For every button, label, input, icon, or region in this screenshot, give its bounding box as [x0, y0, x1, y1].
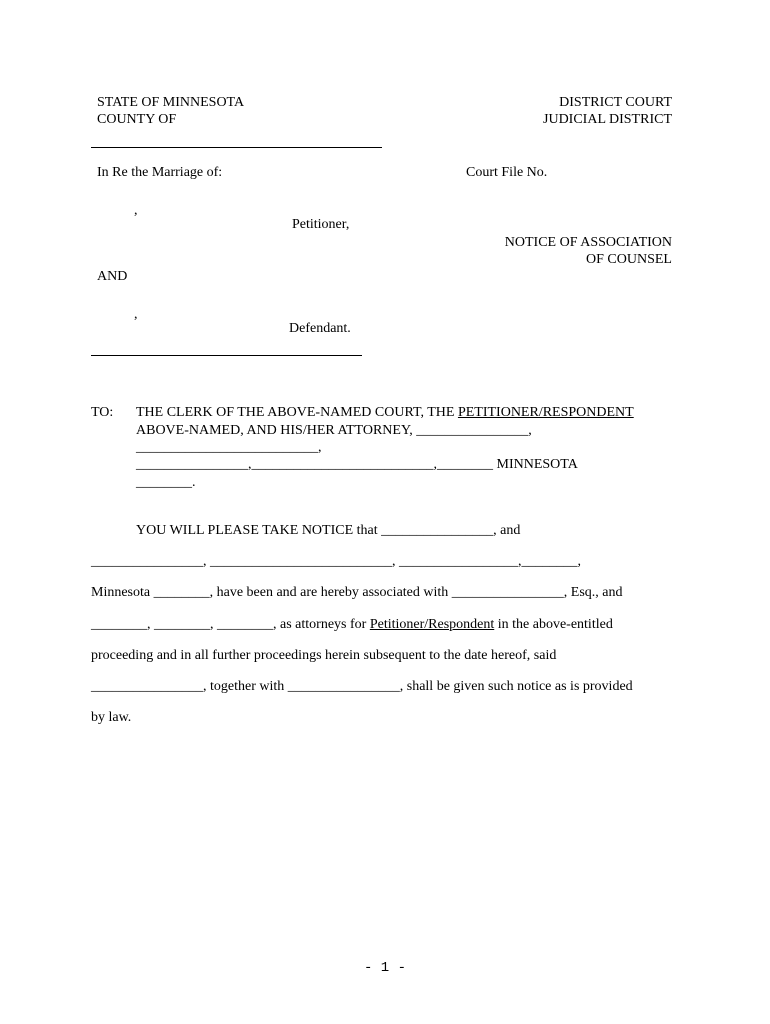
to-line-4: ________________,__________________________,________ MINNESOTA: [136, 457, 578, 472]
to-line-1-text: THE CLERK OF THE ABOVE-NAMED COURT, THE: [136, 405, 458, 420]
body-line-4-text: ________, ________, ________, as attorneys for: [91, 617, 370, 632]
state-label: STATE OF MINNESOTA: [97, 95, 245, 110]
to-line-2: ABOVE-NAMED, AND HIS/HER ATTORNEY, ________________,: [136, 423, 532, 438]
district-label: JUDICIAL DISTRICT: [543, 112, 672, 127]
to-line-1-party: PETITIONER/RESPONDENT: [457, 405, 634, 420]
body-line-5: proceeding and in all further proceedings herein subsequent to the date hereof, said: [91, 648, 557, 663]
notice-title-line1: NOTICE OF ASSOCIATION: [504, 235, 672, 250]
and-label: AND: [97, 269, 128, 284]
caption-rule: [91, 355, 362, 356]
county-rule: [91, 147, 382, 148]
body-line-4-suffix: in the above-entitled: [494, 617, 613, 632]
court-file-label: Court File No.: [466, 165, 548, 180]
petitioner-label: Petitioner,: [292, 217, 350, 232]
page-number: - 1 -: [363, 960, 406, 976]
in-re-label: In Re the Marriage of:: [97, 165, 223, 180]
body-line-6: ________________, together with ________________, shall be given such notice as is provided: [91, 679, 633, 694]
defendant-label: Defendant.: [289, 321, 351, 336]
body-line-4: [91, 617, 613, 633]
county-label: COUNTY OF: [97, 112, 177, 127]
court-label: DISTRICT COURT: [559, 95, 672, 110]
defendant-name-comma: ,: [134, 307, 138, 322]
to-label: TO:: [91, 405, 114, 420]
to-line-5: ________.: [136, 475, 196, 490]
to-line-1: [136, 405, 634, 421]
to-line-3: __________________________,: [136, 440, 322, 455]
body-line-2: ________________, __________________________, _________________,________,: [91, 554, 581, 569]
petitioner-name-comma: ,: [134, 203, 138, 218]
body-line-7: by law.: [91, 710, 132, 725]
notice-title-line2: OF COUNSEL: [586, 252, 672, 267]
body-line-4-party: Petitioner/Respondent: [369, 617, 495, 632]
body-line-1: YOU WILL PLEASE TAKE NOTICE that ________________, and: [136, 523, 521, 538]
body-line-3: Minnesota ________, have been and are hereby associated with ________________, Esq., and: [91, 585, 623, 600]
